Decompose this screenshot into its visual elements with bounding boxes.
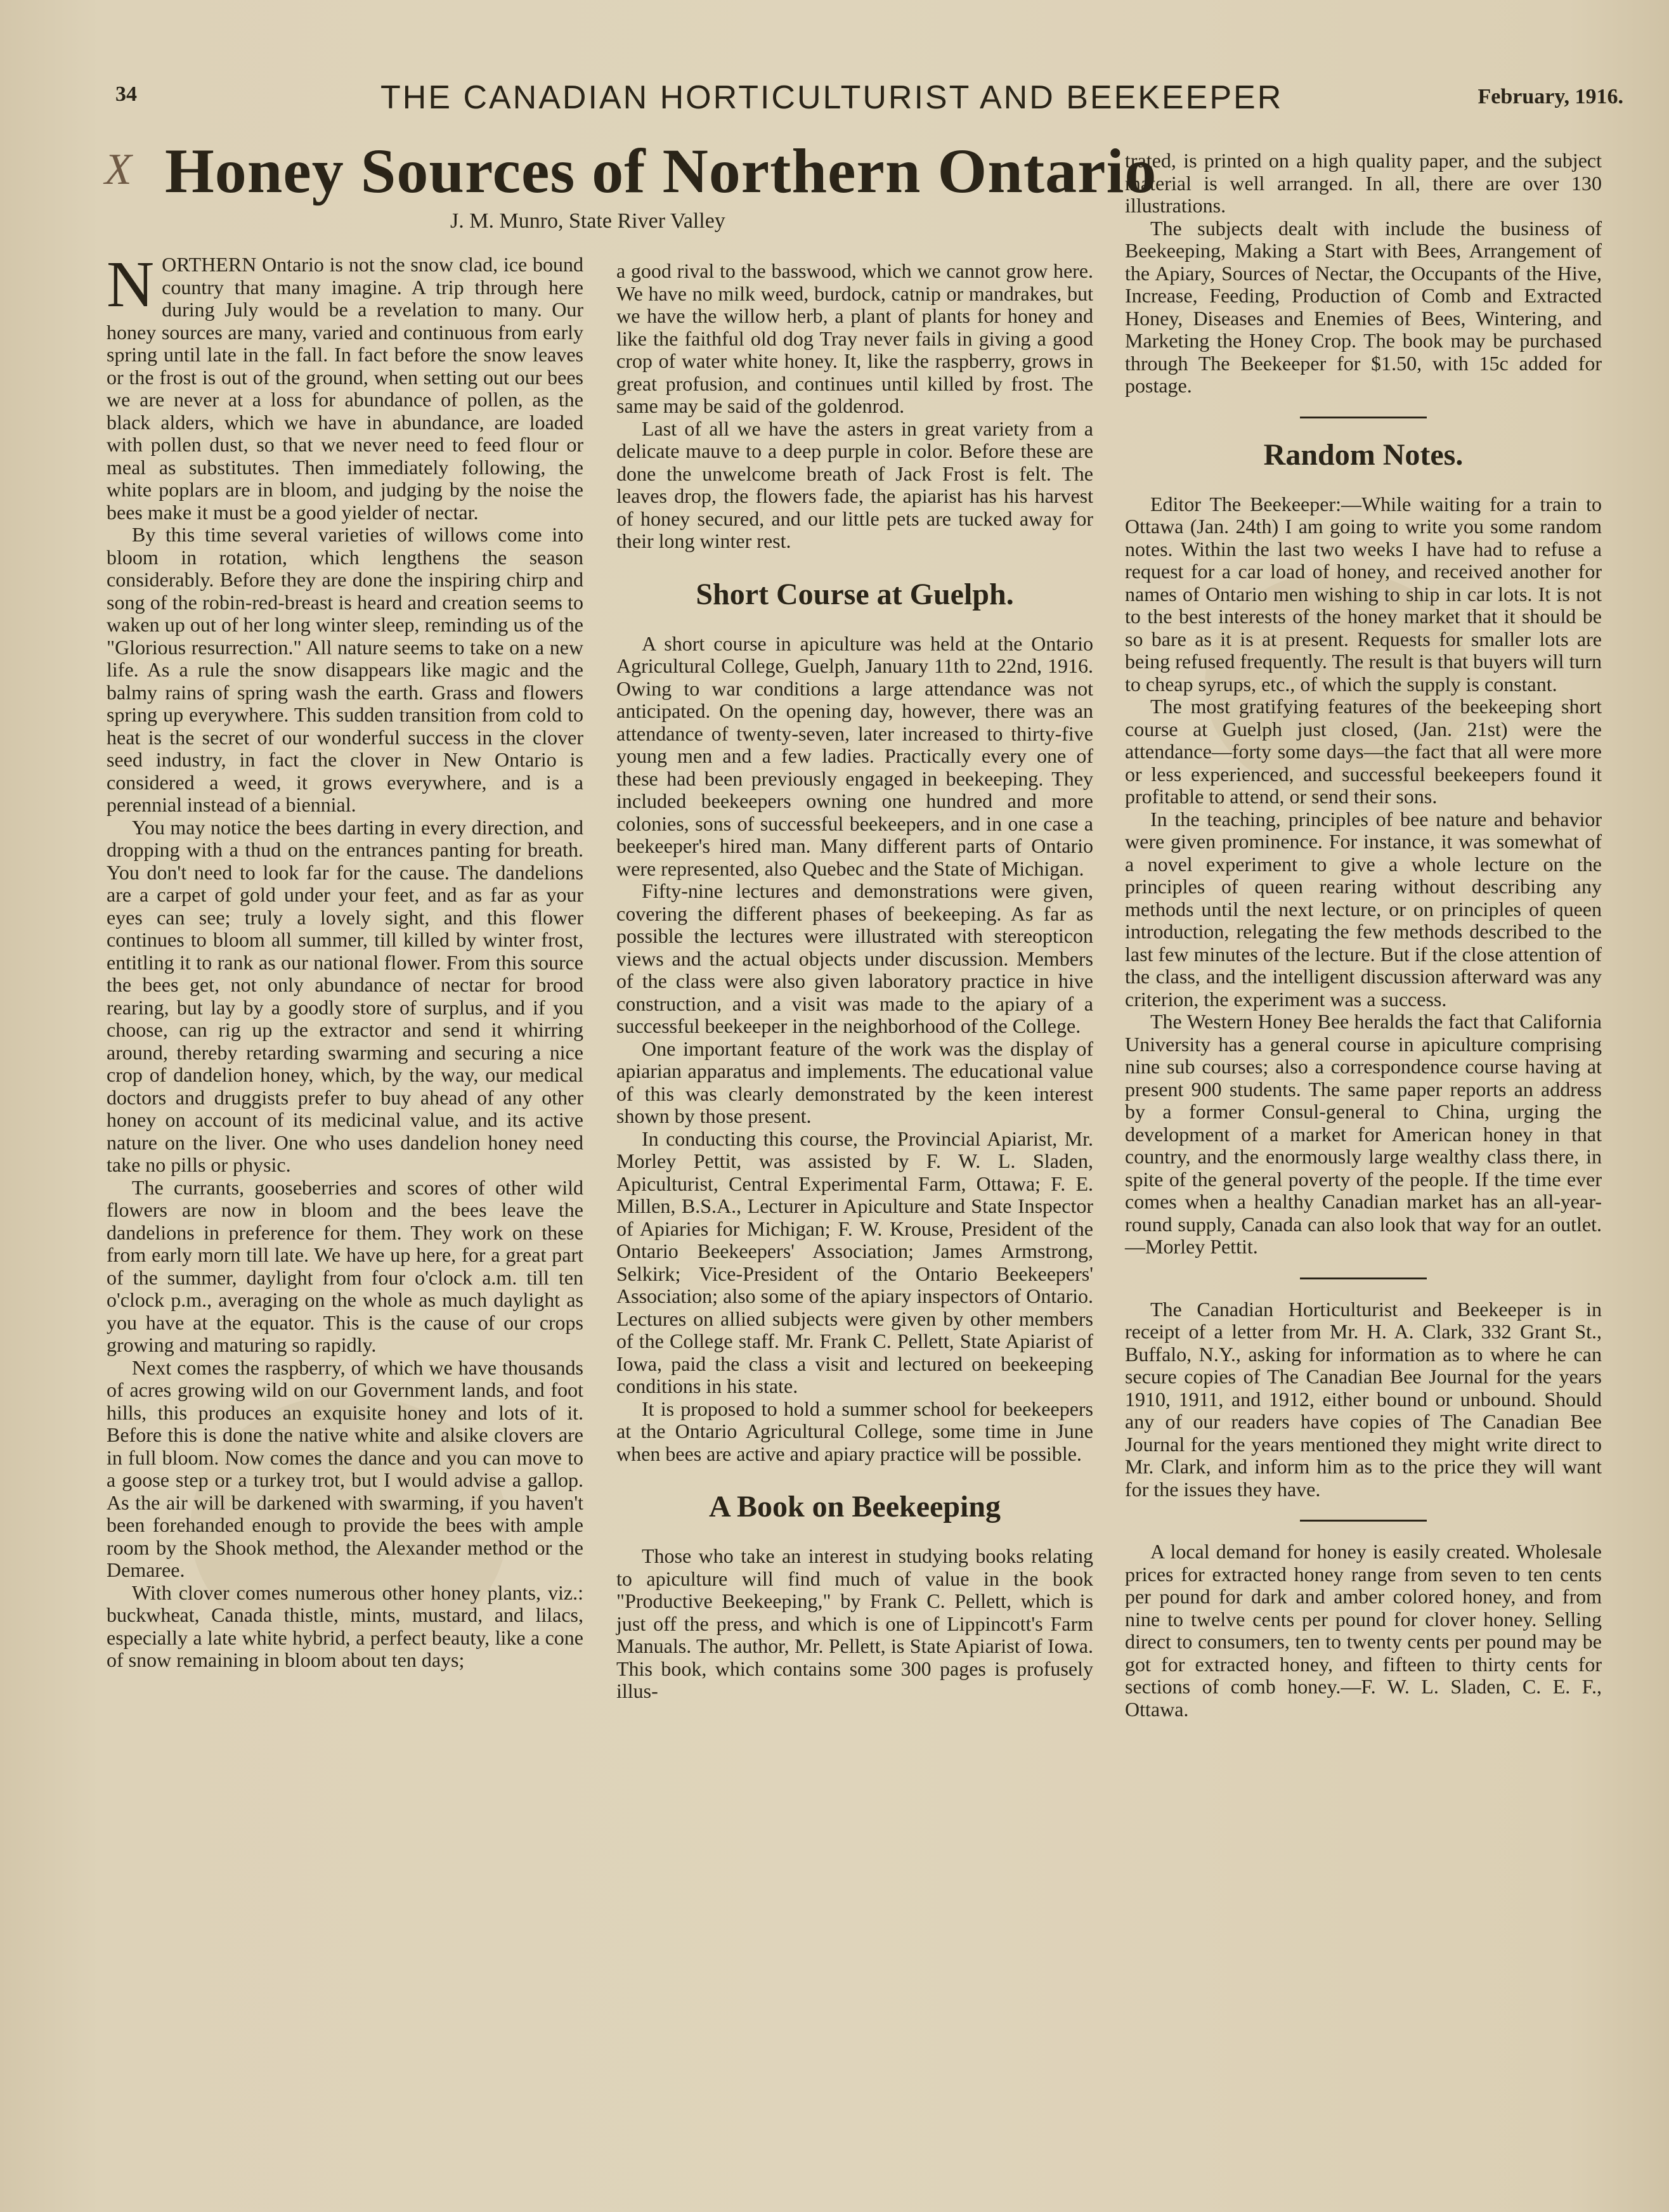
- article-paragraph: You may notice the bees darting in every direction, and dropping with a thud on the entrances panting for breath. You don't need to look far for the cause. The dandelions are a carpet of gold under your feet, and as far as your eyes can see; truly a lovely sight, and this flower continues to bloom all summer, till killed by winter frost, entitling it to rank as our national flower. From this source the bees get, not only abundance of nectar for brood rearing, but lay by a goodly store of surplus, and if you choose, can rig up the extractor and send it whirring around, thereby retarding swarming and securing a nice crop of dandelion honey, which, by the way, our medical doctors and druggists prefer to buy ahead of any other honey on account of its medicinal value, and its active nature on the liver. One who uses dandelion honey need take no pills or physic.: [107, 815, 583, 1176]
- demand-paragraph: A local demand for honey is easily created. Wholesale prices for extracted honey range from seven to ten cents per pound for dark and amber colored honey, and from nine to twelve cents per pound for clover honey. Selling direct to consumers, ten to twenty cents per pound may be got for extracted honey, and fifteen to thirty cents for sections of comb honey.—F. W. L. Sladen, C. E. F., Ottawa.: [1125, 1540, 1602, 1721]
- section-heading-book: A Book on Beekeeping: [708, 1490, 1001, 1523]
- article-paragraph: NORTHERN Ontario is not the snow clad, ice bound country that many imagine. A trip through here during July would be a revelation to many. Our honey sources are many, varied and continuous from early spring until late in the fall. In fact before the snow leaves or the frost is out of the ground, when setting out our bees we are never at a loss for abundance of pollen, as the black alders, which we have in abundance, are loaded with pollen dust, so that we never need to feed flour or meal as substitutes. Then immediately following, the white poplars are in bloom, and judging by the noise the bees make it must be a good yielder of nectar.: [107, 248, 583, 524]
- handwritten-mark: X: [105, 145, 132, 194]
- notes-paragraph: Editor The Beekeeper:—While waiting for a train to Ottawa (Jan. 24th) I am going to write you some random notes. Within the last two weeks I have had to refuse a request for a car load of honey, and received another for names of Ontario men wishing to ship in car lots. It is not to the best interests of the honey market that it should be so bare as it is at present. Requests for smaller lots are being refused frequently. The result is that buyers will turn to cheap syrups, etc., of which the supply is constant.: [1125, 492, 1602, 695]
- column-3: [1125, 150, 1602, 1721]
- clark-paragraph: The Canadian Horticulturist and Beekeeper is in receipt of a letter from Mr. H. A. Clark, 332 Grant St., Buffalo, N.Y., asking for information as to where he can secure copies of The Canadian Bee Journal for the years 1910, 1911, and 1912, either bound or unbound. Should any of our readers have copies of The Canadian Bee Journal for the years mentioned they might write direct to Mr. Clark, and inform him as to the price they will want for the issues they have.: [1125, 1297, 1602, 1501]
- page-number: 34: [115, 82, 137, 106]
- notes-paragraph: The Western Honey Bee heralds the fact that California University has a general course in apiculture comprising nine sub courses; also a correspondence course having at present 900 students. The same paper reports an address by a former Consul-general to China, urging the development of a market for American honey in that country, and the enormously large wealthy class there, in spite of the general poverty of the people. If the time ever comes when a healthy Canadian market has an all-year-round supply, Canada can also look that way for an outlet.—Morley Pettit.: [1125, 1010, 1602, 1258]
- article-paragraph: a good rival to the basswood, which we cannot grow here. We have no milk weed, burdock, catnip or mandrakes, but we have the willow herb, a plant of plants for honey and like the faithful old dog Tray never fails in giving a good crop of water white honey. It, like the raspberry, grows in great profusion, and continues until killed by frost. The same may be said of the goldenrod.: [616, 259, 1093, 417]
- book-paragraph: Those who take an interest in studying books relating to apiculture will find much of value in the book "Productive Beekeeping," by Frank C. Pellett, which is just off the press, and which is one of Lippincott's Farm Manuals. The author, Mr. Pellett, is State Apiarist of Iowa. This book, which contains some 300 pages is profusely illus-: [616, 1544, 1093, 1702]
- guelph-paragraph: One important feature of the work was the display of apiarian apparatus and implements. The educational value of this was clearly demonstrated by the keen interest shown by those present.: [616, 1037, 1093, 1127]
- notes-paragraph: In the teaching, principles of bee nature and behavior were given prominence. For instance, it was somewhat of a novel experiment to give a whole lecture on the principles of queen rearing without describing any methods until the next lecture, or on principles of queen introduction, relegating the few methods described to the last few minutes of the lecture. But if the close attention of the class, and the intelligent discussion afterward was any criterion, the experiment was a success.: [1125, 807, 1602, 1011]
- issue-date: February, 1916.: [1477, 85, 1623, 108]
- section-heading-notes: Random Notes.: [1263, 437, 1464, 472]
- article-paragraph: With clover comes numerous other honey plants, viz.: buckwheat, Canada thistle, mints, mustard, and lilacs, especially a late white hybrid, a perfect beauty, like a cone of snow remaining in bloom about ten days;: [107, 1581, 583, 1671]
- guelph-paragraph: In conducting this course, the Provincial Apiarist, Mr. Morley Pettit, was assisted by F. W. L. Sladen, Apiculturist, Central Experimental Farm, Ottawa; F. E. Millen, B.S.A., Lecturer in Apiculture and State Inspector of Apiaries for Michigan; F. W. Krouse, President of the Ontario Beekeepers' Association; James Armstrong, Selkirk; Vice-President of the Ontario Beekeepers' Association; also some of the apiary inspectors of Ontario. Lectures on allied subjects were given by other members of the College staff. Mr. Frank C. Pellett, State Apiarist of Iowa, paid the class a visit and lectured on beekeeping conditions in his state.: [616, 1127, 1093, 1397]
- article-byline: J. M. Munro, State River Valley: [450, 209, 725, 233]
- article-title: Honey Sources of Northern Ontario: [165, 136, 1157, 206]
- column-2: [616, 260, 1093, 1703]
- guelph-paragraph: Fifty-nine lectures and demonstrations were given, covering the different phases of beekeeping. As far as possible the lectures were illustrated with stereopticon views and the actual objects under discussion. Members of the class were also given laboratory practice in hive construction, and a visit was made to the apiary of a successful beekeeper in the neighborhood of the College.: [616, 879, 1093, 1037]
- section-divider: [1300, 417, 1427, 418]
- publication-title: THE CANADIAN HORTICULTURIST AND BEEKEEPER: [380, 79, 1283, 116]
- book-paragraph: trated, is printed on a high quality paper, and the subject material is well arranged. In all, there are over 130 illustrations.: [1125, 149, 1602, 217]
- article-paragraph: The currants, gooseberries and scores of other wild flowers are now in bloom and the bees leave the dandelions in preference for them. They work on these from early morn till late. We have up here, for a great part of the summer, daylight from four o'clock a.m. till ten o'clock p.m., averaging on the whole as much daylight as you have at the equator. This is the cause of our crops growing and maturing so rapidly.: [107, 1175, 583, 1356]
- guelph-paragraph: A short course in apiculture was held at the Ontario Agricultural College, Guelph, January 11th to 22nd, 1916. Owing to war conditions a large attendance was not anticipated. On the opening day, however, there was an attendance of twenty-seven, later increased to thirty-five young men and a few ladies. Practically every one of these had been previously engaged in beekeeping. They included beekeepers owning one hundred and more colonies, sons of successful beekeepers, and in one case a beekeeper's hired man. Many different parts of Ontario were represented, also Quebec and the State of Michigan.: [616, 631, 1093, 880]
- guelph-paragraph: It is proposed to hold a summer school for beekeepers at the Ontario Agricultural College, some time in June when bees are active and apiary practice will be possible.: [616, 1397, 1093, 1465]
- article-paragraph: Next comes the raspberry, of which we have thousands of acres growing wild on our Government lands, and foot hills, this produces an exquisite honey and lots of it. Before this is done the native white and alsike clovers are in full bloom. Now comes the dance and you can move to a goose step or a turkey trot, but I would advise a gallop. As the air will be darkened with swarming, if you haven't been forehanded enough to provide the bees with ample room by the Shook method, the Alexander method or the Demaree.: [107, 1355, 583, 1581]
- section-divider: [1300, 1277, 1427, 1279]
- article-paragraph: By this time several varieties of willows come into bloom in rotation, which lengthens the season considerably. Before they are done the inspiring chirp and song of the robin-red-breast is heard and creation seems to waken up out of her long winter sleep, reminding us of the "Glorious resurrection." All nature seems to take on a new life. As a rule the snow disappears like magic and the balmy rains of spring wash the earth. Grass and flowers spring up everywhere. This sudden transition from cold to heat is the secret of our wonderful success in the clover seed industry, in fact the clover in New Ontario is considered a weed, it grows everywhere, and is a perennial instead of a biennial.: [107, 523, 583, 816]
- article-paragraph: Last of all we have the asters in great variety from a delicate mauve to a deep purple in color. Before these are done the unwelcome breath of Jack Frost is felt. The leaves drop, the flowers fade, the apiarist has his harvest of honey secured, and our little pets are tucked away for their long winter rest.: [616, 417, 1093, 552]
- page-header: [101, 79, 1623, 120]
- section-heading-guelph: Short Course at Guelph.: [696, 577, 1014, 611]
- notes-paragraph: The most gratifying features of the beekeeping short course at Guelph just closed, (Jan. 21st) were the attendance—forty some days—the fact that all were more or less experienced, and successful beekeepers found it profitable to attend, or send their sons.: [1125, 695, 1602, 808]
- section-divider: [1300, 1520, 1427, 1522]
- drop-cap: N: [107, 248, 155, 321]
- column-1: [107, 248, 583, 1672]
- book-paragraph: The subjects dealt with include the business of Beekeeping, Making a Start with Bees, Arrangement of the Apiary, Sources of Nectar, the Occupants of the Hive, Increase, Feeding, Production of Comb and Extracted Honey, Diseases and Enemies of Bees, Wintering, and Marketing the Honey Crop. The book may be purchased through The Beekeeper for $1.50, with 15c added for postage.: [1125, 216, 1602, 397]
